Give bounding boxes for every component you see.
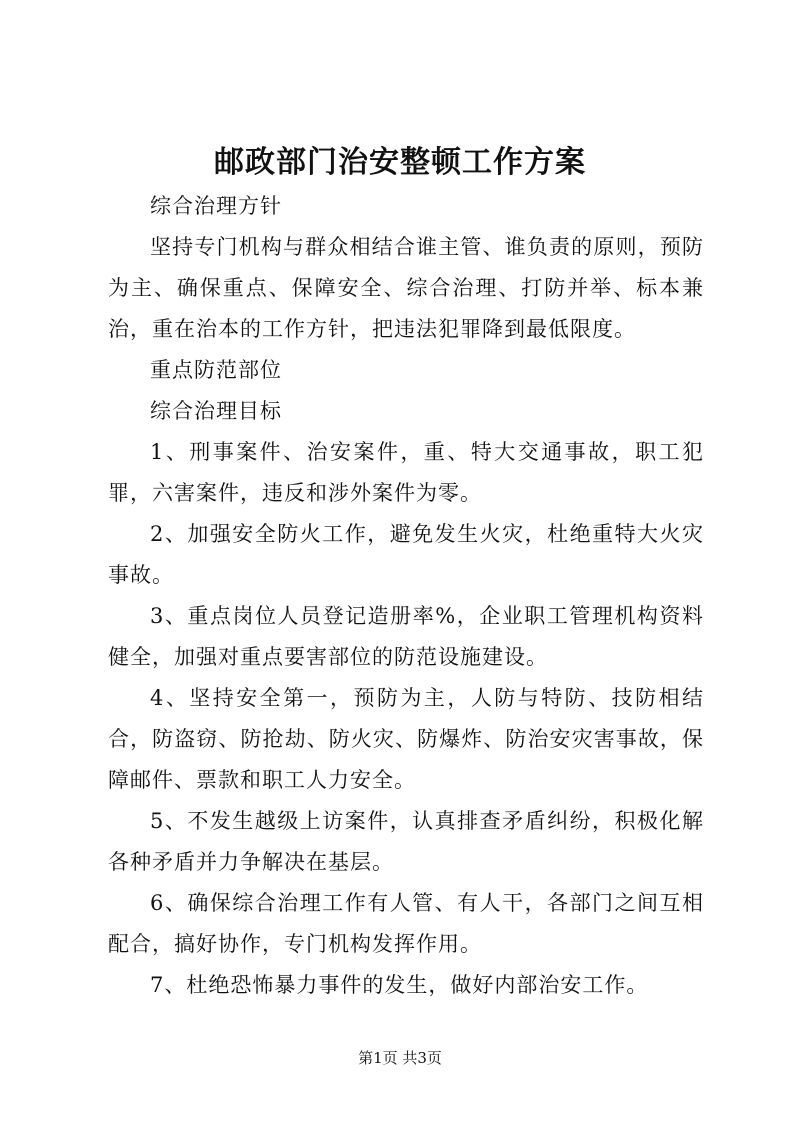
page-title: 邮政部门治安整顿工作方案 [214, 145, 586, 180]
page-number-footer: 第1页 共3页 [358, 1049, 442, 1067]
document-body [108, 186, 704, 1006]
paragraph: 5、不发生越级上访案件，认真排查矛盾纠纷，积极化解各种矛盾并力争解决在基层。 [108, 809, 704, 874]
paragraph: 3、重点岗位人员登记造册率%，企业职工管理机构资料健全，加强对重点要害部位的防范设施建设。 [108, 604, 704, 669]
paragraph: 4、坚持安全第一，预防为主，人防与特防、技防相结合，防盗窃、防抢劫、防火灾、防爆炸、防治安灾害事故，保障邮件、票款和职工人力安全。 [108, 686, 704, 792]
paragraph: 6、确保综合治理工作有人管、有人干，各部门之间互相配合，搞好协作，专门机构发挥作用。 [108, 891, 704, 956]
paragraph: 综合治理目标 [150, 399, 282, 423]
paragraph: 综合治理方针 [150, 194, 282, 218]
paragraph: 重点防范部位 [150, 358, 282, 382]
paragraph: 1、刑事案件、治安案件，重、特大交通事故，职工犯罪，六害案件，违反和涉外案件为零。 [108, 440, 704, 505]
paragraph: 7、杜绝恐怖暴力事件的发生，做好内部治安工作。 [150, 973, 649, 997]
paragraph: 坚持专门机构与群众相结合谁主管、谁负责的原则，预防为主、确保重点、保障安全、综合治理、打防并举、标本兼治，重在治本的工作方针，把违法犯罪降到最低限度。 [108, 235, 704, 341]
paragraph: 2、加强安全防火工作，避免发生火灾，杜绝重特大火灾事故。 [108, 522, 704, 587]
